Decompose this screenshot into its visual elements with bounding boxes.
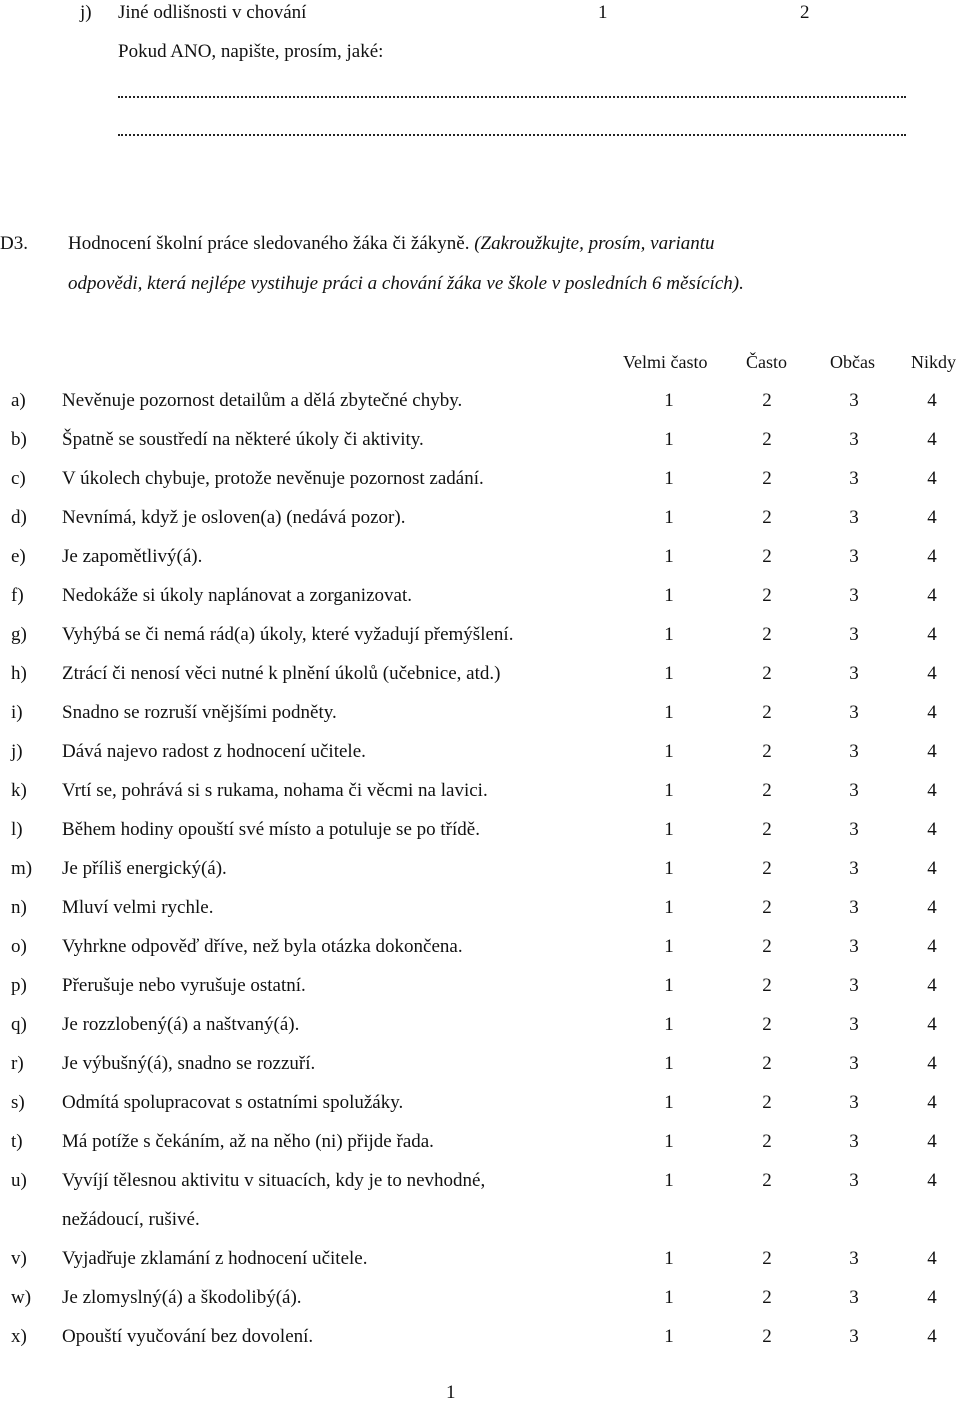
rating-option-never[interactable]: 4 — [927, 1326, 937, 1347]
rating-option-often[interactable]: 2 — [762, 1326, 772, 1347]
item-text: Odmítá spolupracovat s ostatními spolužáky. — [62, 1092, 404, 1113]
item-letter: h) — [11, 663, 27, 684]
rating-option-often[interactable]: 2 — [762, 1014, 772, 1035]
rating-option-sometimes[interactable]: 3 — [849, 819, 859, 840]
item-row — [0, 390, 960, 420]
rating-option-never[interactable]: 4 — [927, 468, 937, 489]
section-number: D3. — [0, 233, 28, 254]
rating-option-very-often[interactable]: 1 — [664, 975, 674, 996]
rating-option-sometimes[interactable]: 3 — [849, 858, 859, 879]
rating-option-sometimes[interactable]: 3 — [849, 936, 859, 957]
item-row — [0, 936, 960, 966]
item-letter: t) — [11, 1131, 23, 1152]
item-text: Vyvíjí tělesnou aktivitu v situacích, kdy je to nevhodné, — [62, 1170, 486, 1191]
rating-option-often[interactable]: 2 — [762, 819, 772, 840]
question-j-option-1[interactable]: 1 — [598, 2, 608, 23]
rating-option-never[interactable]: 4 — [927, 1287, 937, 1308]
rating-option-very-often[interactable]: 1 — [664, 858, 674, 879]
question-j-followup: Pokud ANO, napište, prosím, jaké: — [118, 41, 384, 62]
rating-option-very-often[interactable]: 1 — [664, 507, 674, 528]
rating-option-sometimes[interactable]: 3 — [849, 780, 859, 801]
answer-line-2[interactable] — [118, 134, 906, 136]
item-row — [0, 468, 960, 498]
scale-header-often: Často — [746, 352, 788, 372]
rating-option-never[interactable]: 4 — [927, 1170, 937, 1191]
item-row — [0, 429, 960, 459]
item-text: Nedokáže si úkoly naplánovat a zorganizovat. — [62, 585, 412, 606]
rating-option-often[interactable]: 2 — [762, 585, 772, 606]
rating-option-sometimes[interactable]: 3 — [849, 585, 859, 606]
rating-option-very-often[interactable]: 1 — [664, 624, 674, 645]
item-text: Je zlomyslný(á) a škodolibý(á). — [62, 1287, 302, 1308]
item-text: Opouští vyučování bez dovolení. — [62, 1326, 314, 1347]
answer-line-1[interactable] — [118, 96, 906, 98]
item-letter: q) — [11, 1014, 27, 1035]
item-letter: v) — [11, 1248, 27, 1269]
rating-option-very-often[interactable]: 1 — [664, 663, 674, 684]
rating-option-very-often[interactable]: 1 — [664, 1248, 674, 1269]
item-letter: c) — [11, 468, 26, 489]
rating-option-sometimes[interactable]: 3 — [849, 468, 859, 489]
item-row — [0, 1170, 960, 1230]
rating-option-never[interactable]: 4 — [927, 663, 937, 684]
rating-option-very-often[interactable]: 1 — [664, 1014, 674, 1035]
item-letter: a) — [11, 390, 26, 411]
rating-option-sometimes[interactable]: 3 — [849, 624, 859, 645]
rating-option-very-often[interactable]: 1 — [664, 429, 674, 450]
item-letter: n) — [11, 897, 27, 918]
rating-option-never[interactable]: 4 — [927, 429, 937, 450]
rating-option-never[interactable]: 4 — [927, 741, 937, 762]
rating-option-never[interactable]: 4 — [927, 624, 937, 645]
rating-option-never[interactable]: 4 — [927, 936, 937, 957]
rating-option-never[interactable]: 4 — [927, 702, 937, 723]
question-j-option-2[interactable]: 2 — [800, 2, 810, 23]
item-row — [0, 1326, 960, 1356]
item-row — [0, 1287, 960, 1317]
item-text: Dává najevo radost z hodnocení učitele. — [62, 741, 366, 762]
rating-option-never[interactable]: 4 — [927, 819, 937, 840]
item-text-continuation: nežádoucí, rušivé. — [62, 1209, 200, 1230]
rating-option-sometimes[interactable]: 3 — [849, 663, 859, 684]
rating-option-never[interactable]: 4 — [927, 1131, 937, 1152]
rating-option-very-often[interactable]: 1 — [664, 468, 674, 489]
rating-option-never[interactable]: 4 — [927, 390, 937, 411]
item-row — [0, 546, 960, 576]
scale-header-very-often: Velmi často — [623, 352, 708, 372]
item-row — [0, 1092, 960, 1122]
item-letter: j) — [11, 741, 23, 762]
rating-option-never[interactable]: 4 — [927, 1248, 937, 1269]
rating-option-often[interactable]: 2 — [762, 624, 772, 645]
rating-option-never[interactable]: 4 — [927, 858, 937, 879]
rating-option-very-often[interactable]: 1 — [664, 1287, 674, 1308]
item-letter: k) — [11, 780, 27, 801]
rating-option-very-often[interactable]: 1 — [664, 390, 674, 411]
question-j-text: Jiné odlišnosti v chování — [118, 2, 307, 23]
item-text: Nevěnuje pozornost detailům a dělá zbytečné chyby. — [62, 390, 463, 411]
item-row — [0, 1014, 960, 1044]
rating-option-often[interactable]: 2 — [762, 1248, 772, 1269]
item-row — [0, 897, 960, 927]
rating-option-often[interactable]: 2 — [762, 507, 772, 528]
item-row — [0, 975, 960, 1005]
rating-option-sometimes[interactable]: 3 — [849, 1170, 859, 1191]
rating-option-often[interactable]: 2 — [762, 780, 772, 801]
rating-option-sometimes[interactable]: 3 — [849, 1131, 859, 1152]
item-letter: w) — [11, 1287, 32, 1308]
section-instruction-line2: odpovědi, která nejlépe vystihuje práci a chování žáka ve škole v posledních 6 měsících). — [68, 273, 744, 294]
rating-option-often[interactable]: 2 — [762, 975, 772, 996]
item-row — [0, 507, 960, 537]
item-letter: r) — [11, 1053, 24, 1074]
item-row — [0, 702, 960, 732]
rating-option-never[interactable]: 4 — [927, 507, 937, 528]
item-row — [0, 663, 960, 693]
rating-option-sometimes[interactable]: 3 — [849, 390, 859, 411]
item-row — [0, 858, 960, 888]
item-text: Špatně se soustředí na některé úkoly či aktivity. — [62, 429, 424, 450]
item-letter: u) — [11, 1170, 27, 1191]
rating-option-sometimes[interactable]: 3 — [849, 741, 859, 762]
rating-option-very-often[interactable]: 1 — [664, 1131, 674, 1152]
rating-option-very-often[interactable]: 1 — [664, 1053, 674, 1074]
item-text: Je příliš energický(á). — [62, 858, 227, 879]
item-letter: l) — [11, 819, 23, 840]
item-text: Snadno se rozruší vnějšími podněty. — [62, 702, 337, 723]
rating-option-often[interactable]: 2 — [762, 663, 772, 684]
rating-option-sometimes[interactable]: 3 — [849, 1014, 859, 1035]
item-text: Je výbušný(á), snadno se rozzuří. — [62, 1053, 316, 1074]
rating-option-very-often[interactable]: 1 — [664, 1170, 674, 1191]
rating-option-often[interactable]: 2 — [762, 936, 772, 957]
rating-option-sometimes[interactable]: 3 — [849, 1092, 859, 1113]
item-text: Vrtí se, pohrává si s rukama, nohama či věcmi na lavici. — [62, 780, 488, 801]
rating-option-very-often[interactable]: 1 — [664, 897, 674, 918]
item-letter: o) — [11, 936, 27, 957]
rating-option-often[interactable]: 2 — [762, 468, 772, 489]
rating-option-very-often[interactable]: 1 — [664, 741, 674, 762]
item-text: Je zapomětlivý(á). — [62, 546, 203, 567]
item-row — [0, 1131, 960, 1161]
scale-header-never: Nikdy — [911, 352, 956, 372]
question-j-label: j) — [80, 2, 92, 23]
rating-option-very-often[interactable]: 1 — [664, 702, 674, 723]
rating-option-never[interactable]: 4 — [927, 975, 937, 996]
section-title — [68, 233, 715, 255]
rating-option-very-often[interactable]: 1 — [664, 819, 674, 840]
rating-option-sometimes[interactable]: 3 — [849, 429, 859, 450]
item-letter: x) — [11, 1326, 27, 1347]
rating-option-very-often[interactable]: 1 — [664, 936, 674, 957]
rating-option-often[interactable]: 2 — [762, 1092, 772, 1113]
item-letter: s) — [11, 1092, 25, 1113]
item-letter: b) — [11, 429, 27, 450]
rating-option-often[interactable]: 2 — [762, 1053, 772, 1074]
rating-option-often[interactable]: 2 — [762, 429, 772, 450]
section-title-text: Hodnocení školní práce sledovaného žáka či žákyně. — [68, 233, 470, 254]
item-text: Má potíže s čekáním, až na něho (ni) přijde řada. — [62, 1131, 434, 1152]
rating-option-often[interactable]: 2 — [762, 1170, 772, 1191]
rating-option-very-often[interactable]: 1 — [664, 780, 674, 801]
item-text: Je rozzlobený(á) a naštvaný(á). — [62, 1014, 300, 1035]
item-text: Ztrácí či nenosí věci nutné k plnění úkolů (učebnice, atd.) — [62, 663, 501, 684]
rating-option-never[interactable]: 4 — [927, 546, 937, 567]
rating-option-often[interactable]: 2 — [762, 1287, 772, 1308]
item-row — [0, 1053, 960, 1083]
item-text: Vyjadřuje zklamání z hodnocení učitele. — [62, 1248, 368, 1269]
rating-option-never[interactable]: 4 — [927, 897, 937, 918]
rating-option-never[interactable]: 4 — [927, 1092, 937, 1113]
rating-option-sometimes[interactable]: 3 — [849, 1287, 859, 1308]
rating-option-sometimes[interactable]: 3 — [849, 1326, 859, 1347]
item-letter: e) — [11, 546, 26, 567]
item-letter: f) — [11, 585, 24, 606]
rating-option-often[interactable]: 2 — [762, 897, 772, 918]
rating-option-often[interactable]: 2 — [762, 858, 772, 879]
rating-option-sometimes[interactable]: 3 — [849, 1053, 859, 1074]
rating-option-never[interactable]: 4 — [927, 585, 937, 606]
rating-option-often[interactable]: 2 — [762, 546, 772, 567]
item-text: Nevnímá, když je osloven(a) (nedává pozor). — [62, 507, 406, 528]
item-text: Během hodiny opouští své místo a potuluje se po třídě. — [62, 819, 480, 840]
rating-option-sometimes[interactable]: 3 — [849, 546, 859, 567]
item-text: V úkolech chybuje, protože nevěnuje pozornost zadání. — [62, 468, 484, 489]
rating-option-very-often[interactable]: 1 — [664, 1092, 674, 1113]
item-letter: p) — [11, 975, 27, 996]
rating-option-never[interactable]: 4 — [927, 1053, 937, 1074]
item-text: Mluví velmi rychle. — [62, 897, 214, 918]
item-text: Vyhrkne odpověď dříve, než byla otázka dokončena. — [62, 936, 463, 957]
rating-option-never[interactable]: 4 — [927, 780, 937, 801]
rating-option-sometimes[interactable]: 3 — [849, 702, 859, 723]
item-row — [0, 741, 960, 771]
rating-option-often[interactable]: 2 — [762, 390, 772, 411]
rating-option-sometimes[interactable]: 3 — [849, 897, 859, 918]
rating-option-often[interactable]: 2 — [762, 1131, 772, 1152]
item-text: Vyhýbá se či nemá rád(a) úkoly, které vyžadují přemýšlení. — [62, 624, 514, 645]
item-letter: m) — [11, 858, 33, 879]
rating-option-never[interactable]: 4 — [927, 1014, 937, 1035]
rating-option-often[interactable]: 2 — [762, 741, 772, 762]
rating-option-sometimes[interactable]: 3 — [849, 975, 859, 996]
item-text: Přerušuje nebo vyrušuje ostatní. — [62, 975, 306, 996]
item-row — [0, 624, 960, 654]
item-row — [0, 1248, 960, 1278]
rating-option-sometimes[interactable]: 3 — [849, 507, 859, 528]
scale-header-sometimes: Občas — [830, 352, 875, 372]
item-letter: g) — [11, 624, 27, 645]
item-letter: d) — [11, 507, 27, 528]
item-row — [0, 780, 960, 810]
rating-option-very-often[interactable]: 1 — [664, 585, 674, 606]
rating-option-very-often[interactable]: 1 — [664, 1326, 674, 1347]
item-row — [0, 819, 960, 849]
rating-option-often[interactable]: 2 — [762, 702, 772, 723]
item-row — [0, 585, 960, 615]
item-letter: i) — [11, 702, 23, 723]
rating-option-very-often[interactable]: 1 — [664, 546, 674, 567]
section-instruction-line1: (Zakroužkujte, prosím, variantu — [474, 233, 715, 254]
page-number: 1 — [446, 1382, 456, 1403]
rating-option-sometimes[interactable]: 3 — [849, 1248, 859, 1269]
